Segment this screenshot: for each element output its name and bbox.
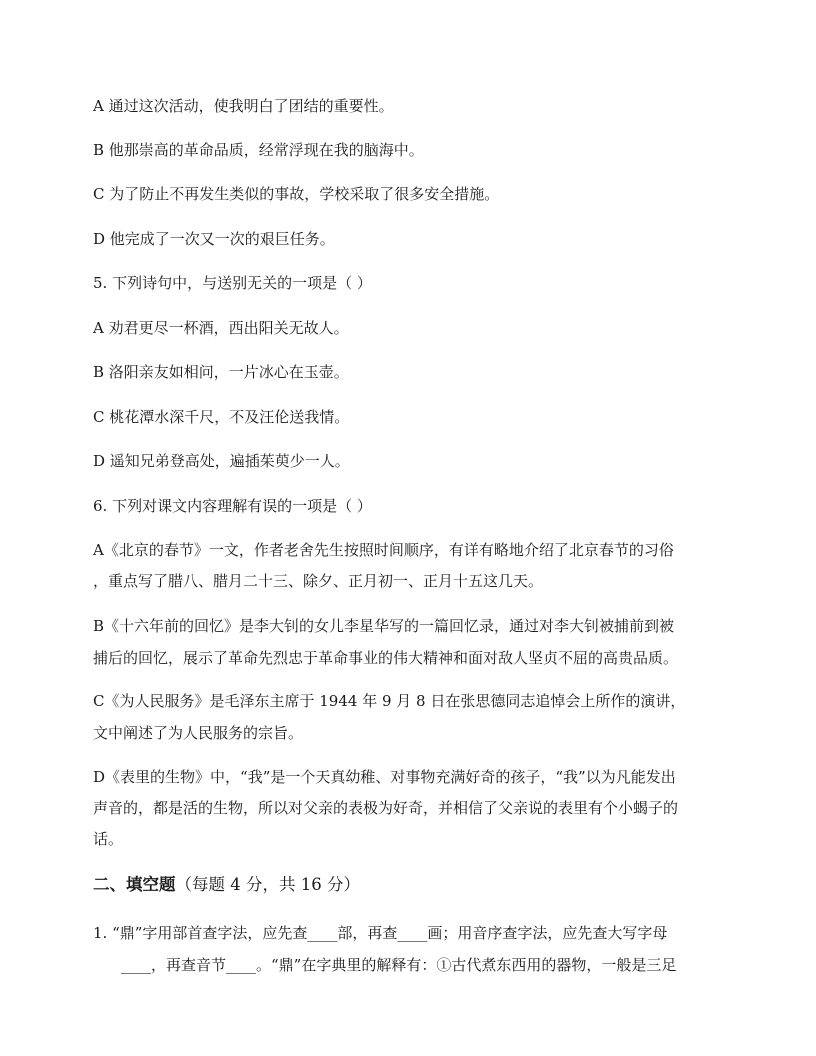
q5-option-c: C 桃花潭水深千尺，不及汪伦送我情。 (93, 408, 350, 426)
fill1-line2: ____，再查音节____。“鼎”在字典里的解释有：①古代煮东西用的器物，一般是三足 (121, 956, 677, 974)
q6-option-b-line1: B《十六年前的回忆》是李大钊的女儿李星华写的一篇回忆录，通过对李大钊被捕前到被 (93, 617, 675, 635)
section-note: （每题 4 分，共 16 分） (175, 875, 360, 894)
q6-option-a-line1: A《北京的春节》一文，作者老舍先生按照时间顺序，有详有略地介绍了北京春节的习俗 (93, 541, 674, 559)
q5-option-a: A 劝君更尽一杯酒，西出阳关无故人。 (93, 319, 349, 337)
q6-option-b-line2: 捕后的回忆，展示了革命先烈忠于革命事业的伟大精神和面对敌人坚贞不屈的高贵品质。 (93, 649, 679, 667)
section-heading (93, 873, 360, 897)
q5-stem: 5. 下列诗句中，与送别无关的一项是（ ） (93, 274, 372, 292)
q6-option-a-line2: ，重点写了腊八、腊月二十三、除夕、正月初一、正月十五这几天。 (93, 572, 544, 590)
q6-option-d-line2: 声音的，都是活的生物，所以对父亲的表极为好奇，并相信了父亲说的表里有个小蝎子的 (93, 799, 679, 817)
q6-option-d-line1: D《表里的生物》中，“我”是一个天真幼稚、对事物充满好奇的孩子，“我”以为凡能发出 (93, 768, 676, 786)
q6-option-c-line2: 文中阐述了为人民服务的宗旨。 (93, 724, 304, 742)
q4-option-b: B 他那崇高的革命品质，经常浮现在我的脑海中。 (93, 141, 424, 159)
q5-option-d: D 遥知兄弟登高处，遍插茱萸少一人。 (93, 452, 350, 470)
q6-stem: 6. 下列对课文内容理解有误的一项是（ ） (93, 497, 372, 515)
q6-option-c-line1: C《为人民服务》是毛泽东主席于 1944 年 9 月 8 日在张思德同志追悼会上所作的演讲， (93, 692, 686, 710)
fill1-line1: 1. “鼎”字用部首查字法，应先查____部，再查____画；用音序查字法，应先查大写字母 (93, 924, 668, 942)
q4-option-a: A 通过这次活动，使我明白了团结的重要性。 (93, 97, 394, 115)
section-title: 二、填空题 (93, 875, 176, 894)
q5-option-b: B 洛阳亲友如相问，一片冰心在玉壶。 (93, 363, 349, 381)
q4-option-c: C 为了防止不再发生类似的事故，学校采取了很多安全措施。 (93, 185, 500, 203)
q6-option-d-line3: 话。 (93, 830, 124, 848)
q4-option-d: D 他完成了一次又一次的艰巨任务。 (93, 230, 335, 248)
